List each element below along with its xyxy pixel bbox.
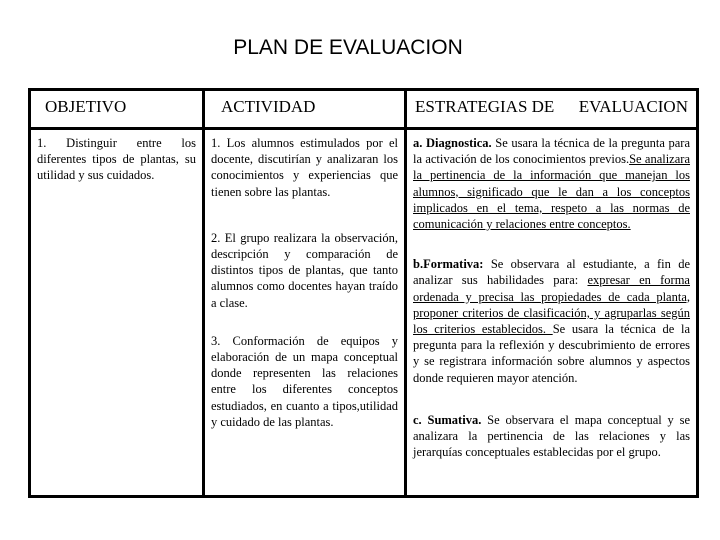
header-row: [30, 90, 698, 129]
page-title: PLAN DE EVALUACION: [233, 36, 463, 59]
header-estrategias: ESTRATEGIAS DE EVALUACION: [406, 90, 698, 129]
estrategia-diagnostica: a. Diagnostica. Se usara la técnica de la pregunta para la activación de los conocimientos previos.Se analizara la pertinencia de la información que manejan los alumnos, significado que le dan a los conceptos implicados en el tema, respeto a las normas de comunicación y relaciones entre conceptos.: [413, 136, 691, 232]
estrategia-sumativa: c. Sumativa. Se observara el mapa conceptual y se analizara la pertinencia de las relaciones y las jerarquías conceptuales establecidas por el grupo.: [413, 412, 691, 460]
evaluation-plan-table: [28, 88, 699, 498]
actividad-cell: [204, 129, 406, 497]
actividad-1: 1. Los alumnos estimulados por el docente, discutirían y analizaran los conocimientos y experiencias que tienen sobre las plantas.: [211, 136, 398, 199]
objetivo-text: 1. Distinguir entre los diferentes tipos de plantas, su utilidad y sus cuidados.: [37, 136, 196, 183]
header-actividad: ACTIVIDAD: [204, 90, 406, 129]
table-row: [30, 129, 698, 497]
estrategia-formativa: b.Formativa: Se observara al estudiante, a fin de analizar sus habilidades para: expresar en forma ordenada y precisa las propiedades de cada planta, proponer criterios de clasificación, y agruparlas según los criterios establecidos. Se usara la técnica de la pregunta para la reflexión y descubrimiento de errores y se registrara información sobre alumnos y aspectos donde requieren mayor atención.: [413, 257, 690, 385]
estrategias-cell: [406, 129, 698, 497]
actividad-3: 3. Conformación de equipos y elaboración de un mapa conceptual donde representen las relaciones entre los diferentes conceptos estudiados, en cuanto a tipos,utilidad y cuidado de las plantas.: [211, 333, 398, 429]
objetivo-cell: [30, 129, 204, 497]
header-objetivo: OBJETIVO: [30, 90, 204, 129]
actividad-2: 2. El grupo realizara la observación, descripción y comparación de distintos tipos de plantas, que tanto alumnos como docentes hayan traído a clase.: [211, 230, 398, 310]
